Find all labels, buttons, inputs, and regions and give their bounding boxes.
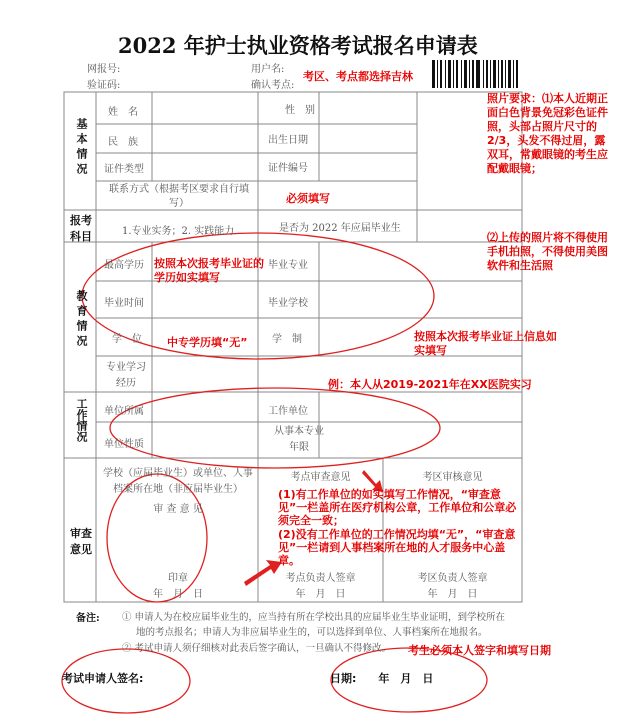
barcode — [432, 60, 518, 88]
degree-label: 学 位 — [112, 334, 142, 345]
username-label: 用户名: — [251, 64, 285, 75]
site-review-label: 考点审查意见 — [290, 472, 351, 483]
site-date: 年 月 日 — [295, 589, 346, 600]
net-no-label: 网报号: — [87, 64, 121, 75]
school-review-label: 学校（应届毕业生）或单位、人事档案所在地（非应届毕业生） — [103, 468, 253, 495]
area-date: 年 月 日 — [427, 589, 478, 600]
grad-time-label: 毕业时间 — [104, 298, 144, 309]
gender-label: 性 别 — [285, 105, 315, 116]
note-1: ① 申请人为在校应届毕业生的，应当持有所在学校出具的应届毕业生毕业证明，到学校所在 — [122, 612, 506, 623]
nature-label: 单位性质 — [104, 439, 144, 450]
id-no-label: 证件编号 — [268, 163, 308, 174]
ethnic-label: 民 族 — [108, 137, 138, 148]
annotation-edu-info: 按照本次报考毕业证上信息如实填写 — [414, 330, 557, 357]
school-review-title: 审 查 意 见 — [153, 504, 203, 515]
annotation-example: 例：本人从2019-2021年在XX医院实习 — [328, 378, 532, 391]
annotation-site: 考区、考点都选择吉林 — [303, 70, 413, 83]
years-label: 从事本专业年限 — [274, 426, 324, 453]
affil-label: 单位所属 — [104, 406, 144, 417]
school-date: 年 月 日 — [153, 589, 203, 600]
name-label: 姓 名 — [108, 107, 138, 118]
date-field[interactable]: 日期: 年 月 日 — [330, 672, 434, 685]
birth-label: 出生日期 — [268, 135, 308, 146]
annotation-zhongzhuan: 中专学历填“无” — [167, 336, 248, 349]
note-2: ② 考试申请人须仔细核对此表后签字确认，一旦确认不得修改。 — [122, 643, 392, 654]
section-work: 工作情况 — [75, 398, 88, 442]
seal-label: 印章 — [168, 573, 188, 584]
length-label: 学 制 — [272, 334, 302, 345]
signature-field[interactable]: 考试申请人签名: — [62, 672, 144, 685]
section-basic: 基本情况 — [75, 118, 88, 178]
contact-label: 联系方式（根据考区要求自行填写） — [109, 184, 249, 209]
site-sign-label: 考点负责人签章 — [285, 573, 356, 584]
subject-value: 1.专业实务；2. 实践能力 — [122, 226, 235, 237]
section-subject: 报考科目 — [70, 214, 92, 243]
annotation-photo-1: 照片要求：⑴本人近期正面白色背景免冠彩色证件照，头部占照片尺寸的2/3，头发不得过眉，露双耳，常戴眼镜的考生应配戴眼镜； — [487, 92, 608, 175]
verify-label: 验证码: — [87, 80, 121, 91]
annotation-sign-note: 考生必须本人签字和填写日期 — [408, 644, 551, 657]
degree-level-label: 最高学历 — [104, 260, 144, 271]
annotation-work-2: (2)没有工作单位的工作情况均填“无”，“审查意见”一栏请到人事档案所在地的人才服务中心盖章。 — [278, 528, 516, 567]
fresh-grad-label: 是否为 2022 年应届毕业生 — [279, 223, 401, 234]
history-label: 专业学习经历 — [106, 362, 146, 389]
note-1b: 地的考点报名；申请人为非应届毕业生的，可以选择到单位、人事档案所在地报名。 — [136, 627, 488, 638]
annotation-photo-2: ⑵上传的照片将不得使用手机拍照，不得使用美图软件和生活照 — [487, 231, 608, 272]
area-sign-label: 考区负责人签章 — [417, 573, 488, 584]
section-edu: 教育情况 — [75, 290, 88, 350]
school-label: 毕业学校 — [268, 298, 308, 309]
annotation-work-1: (1)有工作单位的如实填写工作情况，“审查意见”一栏盖所在医疗机构公章，工作单位和公章必须完全一致； — [278, 488, 517, 527]
notes-label: 备注: — [76, 613, 100, 624]
section-review: 审查意见 — [70, 527, 92, 556]
area-review-label: 考区审核意见 — [422, 472, 483, 483]
confirm-site-label: 确认考点: — [251, 80, 295, 91]
major-label: 毕业专业 — [268, 260, 308, 271]
unit-label: 工作单位 — [268, 406, 308, 417]
annotation-must-fill: 必须填写 — [286, 192, 330, 205]
id-type-label: 证件类型 — [104, 164, 144, 175]
form-title: 2022 年护士执业资格考试报名申请表 — [118, 33, 478, 58]
annotation-edu-fill: 按照本次报考毕业证的学历如实填写 — [154, 257, 264, 284]
